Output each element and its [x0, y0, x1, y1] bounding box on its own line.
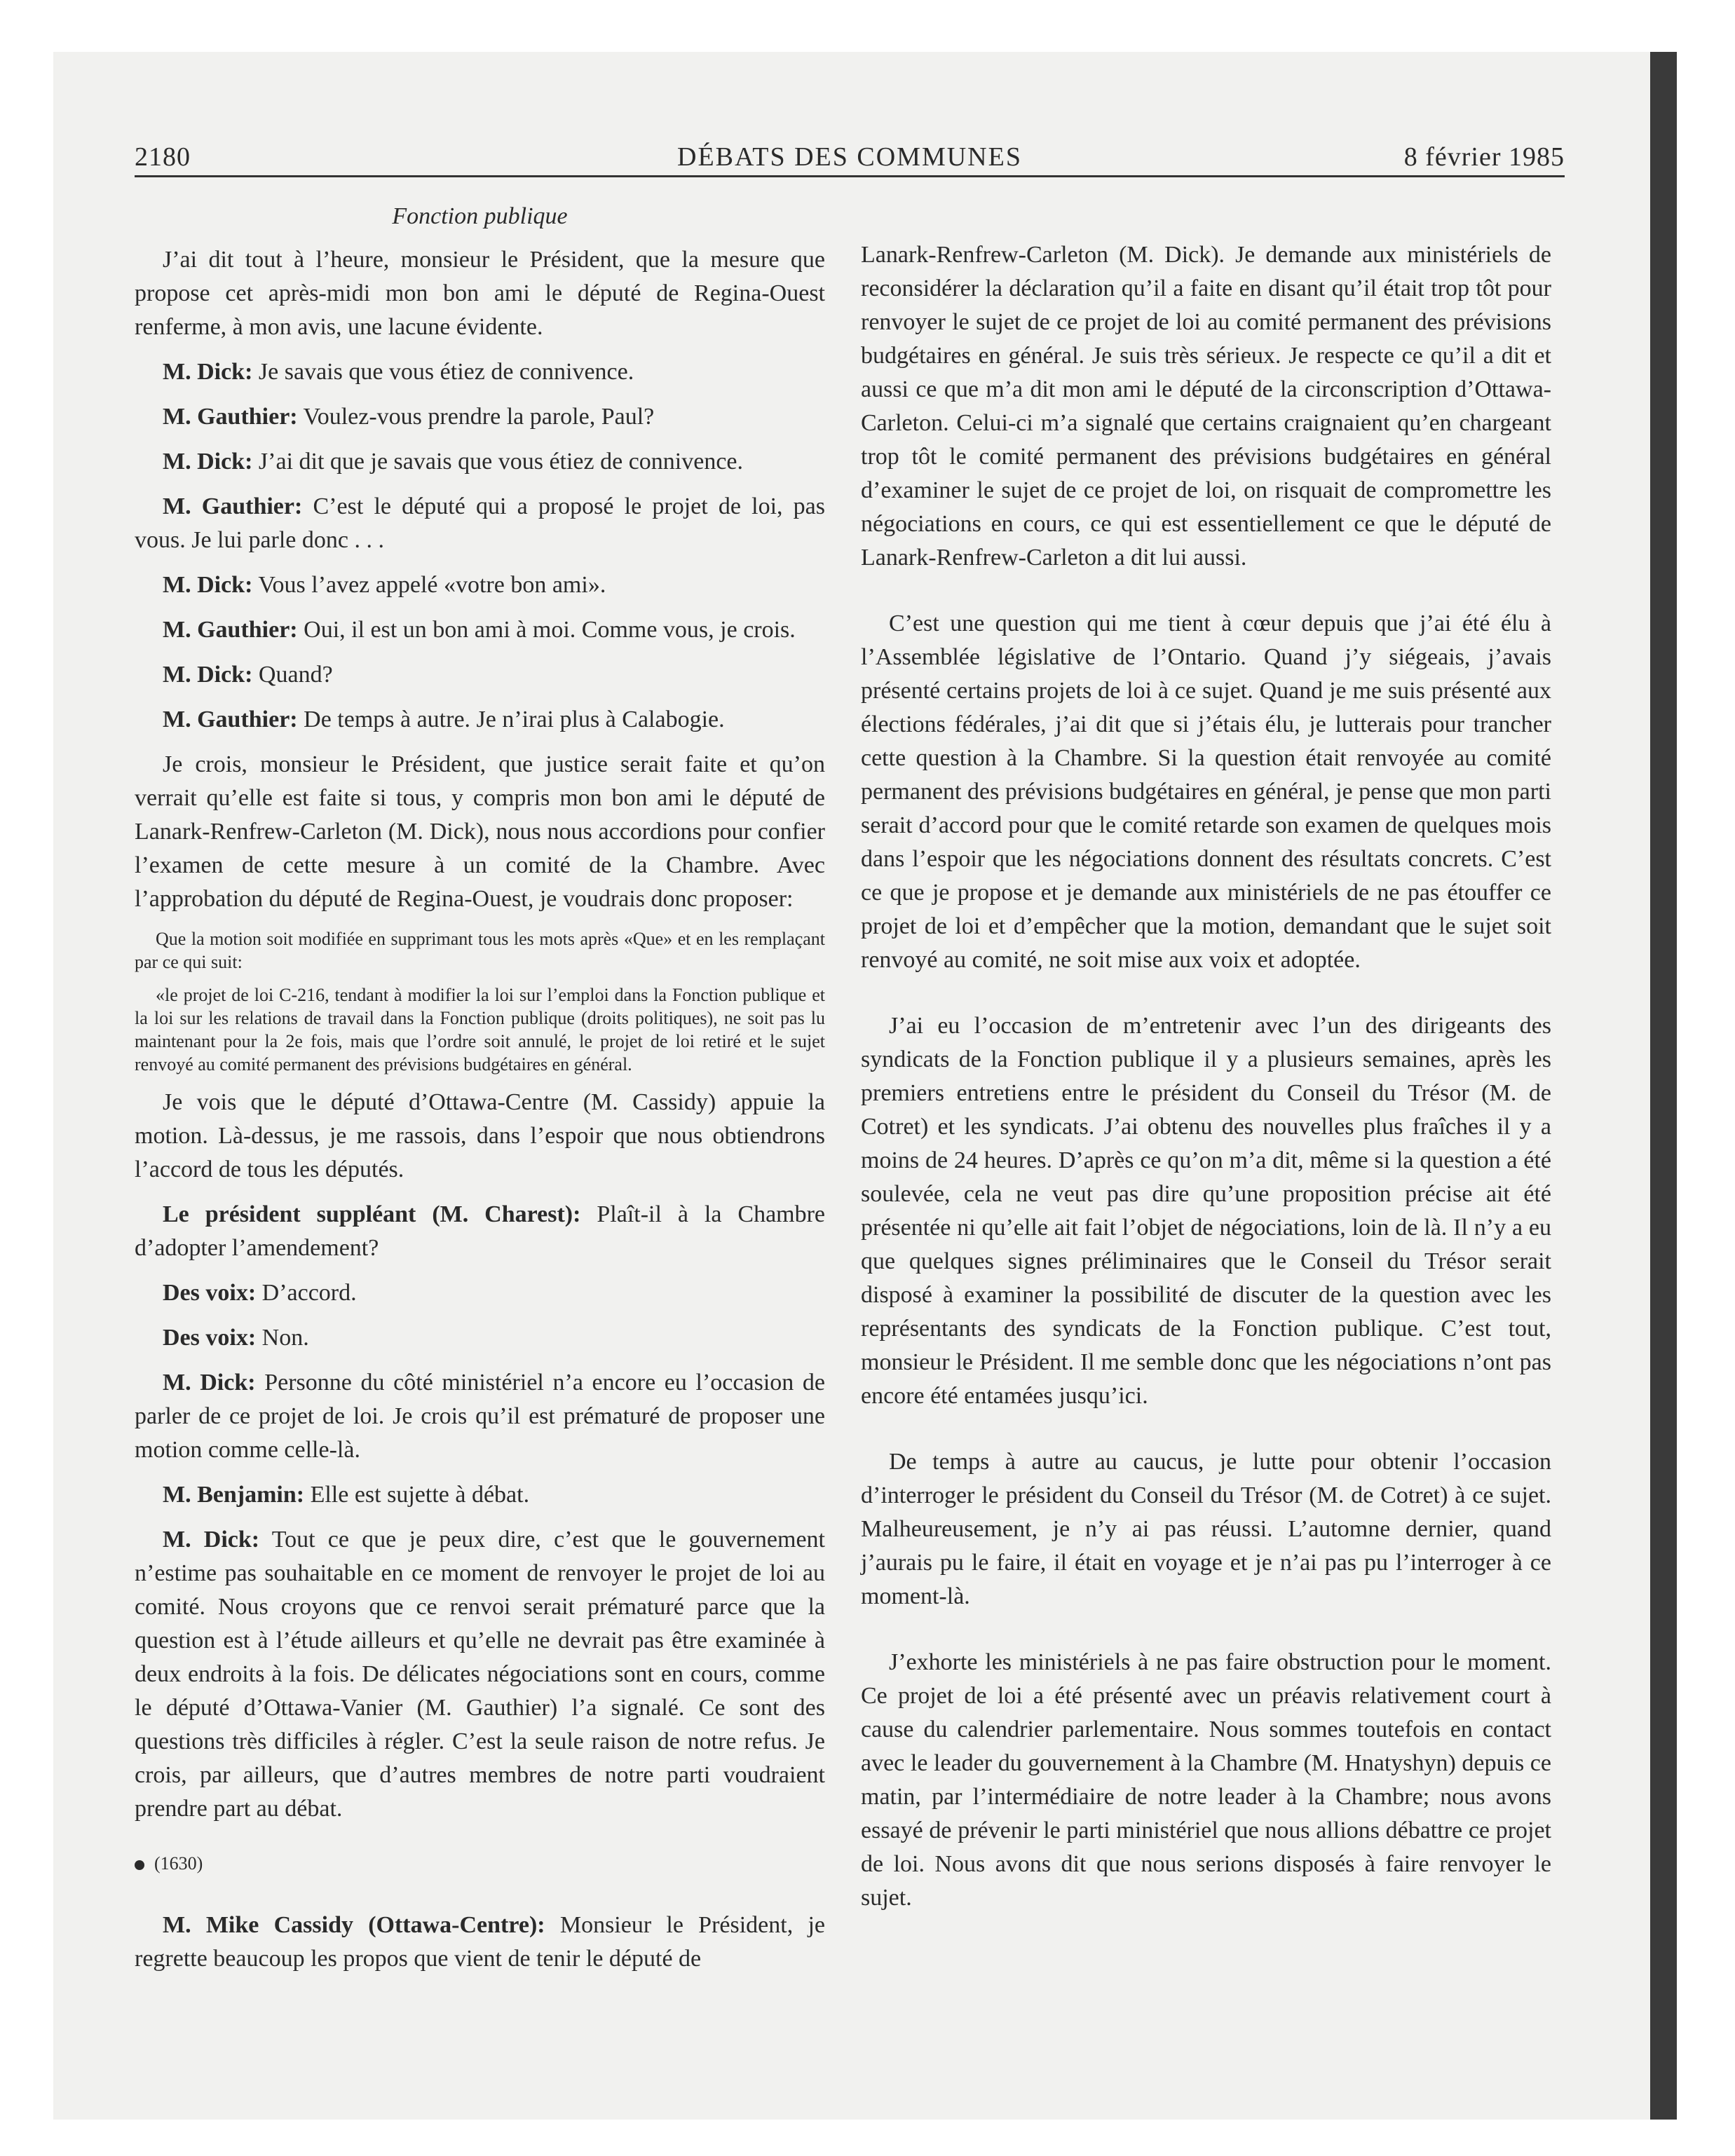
speech-text: Non.	[261, 1325, 309, 1351]
speaker-name: M. Mike Cassidy (Ottawa-Centre):	[163, 1912, 545, 1938]
speech-text: Oui, il est un bon ami à moi. Comme vous, je crois.	[304, 617, 796, 643]
speech-text: J’ai dit que je savais que vous étiez de connivence.	[258, 449, 744, 475]
speaker-name: M. Gauthier:	[163, 404, 298, 430]
paragraph: Lanark-Renfrew-Carleton (M. Dick). Je demande aux ministériels de reconsidérer la déclaration qu’il a faite en disant qu’il était trop tôt pour renvoyer le sujet de ce projet de loi au comité permanent des prévisions budgétaires en général. Je suis très sérieux. Je respecte ce qu’il a dit et aussi ce que m’a dit mon ami le député de la circonscription d’Ottawa-Carleton. Celui-ci m’a signalé que certains craignaient qu’en chargeant trop tôt le comité permanent des prévisions budgétaires en général d’examiner le sujet de ce projet de loi, on risquait de compromettre les négociations en cours, ce qui est essentiellement ce que le député de Lanark-Renfrew-Carleton a dit lui aussi.	[861, 242, 1551, 571]
speech-text: De temps à autre. Je n’irai plus à Calabogie.	[304, 707, 725, 732]
header-rule	[135, 175, 1565, 177]
time-marker	[135, 1847, 825, 1881]
paragraph: C’est une question qui me tient à cœur depuis que j’ai été élu à l’Assemblée législative de l’Ontario. Quand j’y siégeais, j’avais présenté certains projets de loi à ce sujet. Quand je me suis présenté aux élections fédérales, j’ai dit que si j’étais élu, je lutterais pour trancher cette question à la Chambre. Si la question était renvoyée au comité permanent des prévisions budgétaires en général, je pense que mon parti serait d’accord pour que le comité retarde son examen de quelques mois dans l’espoir que les négociations donnent des résultats concrets. C’est ce que je propose et je demande aux ministériels de ne pas étouffer ce projet de loi et d’empêcher que la motion, demandant que le sujet soit renvoyé au comité, ne soit mise aux voix et adoptée.	[861, 610, 1551, 973]
page-date: 8 février 1985	[1403, 142, 1565, 172]
speech-text: Je savais que vous étiez de connivence.	[258, 359, 634, 385]
speech-text: Monsieur le Président, je regrette beaucoup les propos que vient de tenir le député de	[135, 1912, 825, 1972]
speech-text: C’est le député qui a proposé le projet de loi, pas vous. Je lui parle donc . . .	[135, 493, 826, 553]
section-title: Fonction publique	[392, 203, 568, 229]
paragraph	[135, 1478, 825, 1512]
paragraph	[135, 355, 825, 389]
speech-text: Tout ce que je peux dire, c’est que le gouvernement n’estime pas souhaitable en ce moment de renvoyer le projet de loi au comité. Nous croyons que ce renvoi serait prématuré parce que la question est à l’étude ailleurs et qu’elle ne devrait pas être examinée à deux endroits à la fois. De délicates négociations sont en cours, comme le député d’Ottawa-Vanier (M. Gauthier) l’a signalé. Ce sont des questions très difficiles à régler. C’est la seule raison de notre refus. Je crois, par ailleurs, que d’autres membres de notre parti voudraient prendre part au débat.	[135, 1527, 825, 1822]
speaker-name: M. Dick:	[163, 1527, 260, 1553]
time-marker-text: (1630)	[154, 1853, 203, 1874]
speech-text: Quand?	[258, 662, 333, 688]
speaker-name: Des voix:	[163, 1325, 257, 1351]
paragraph	[135, 1198, 825, 1265]
speech-text: Plaît-il à la Chambre d’adopter l’amendement?	[135, 1201, 826, 1261]
speaker-name: Le président suppléant (M. Charest):	[163, 1201, 581, 1227]
paragraph	[135, 445, 825, 479]
paragraph	[135, 613, 825, 647]
speaker-name: M. Gauthier:	[163, 493, 303, 519]
paragraph	[135, 1523, 825, 1826]
paragraph: De temps à autre au caucus, je lutte pour obtenir l’occasion d’interroger le président du Conseil du Trésor (M. de Cotret) à ce sujet. Malheureusement, je n’y ai pas réussi. L’automne dernier, quand j’aurais pu le faire, il était en voyage et je n’ai pas pu l’interroger à ce moment-là.	[861, 1449, 1551, 1609]
paragraph	[135, 703, 825, 737]
speech-text: Je crois, monsieur le Président, que justice serait faite et qu’on verrait qu’elle est faite si tous, y compris mon bon ami le député de Lanark-Renfrew-Carleton (M. Dick), nous nous accordions pour confier l’examen de cette mesure à un comité de la Chambre. Avec l’approbation du député de Regina-Ouest, je voudrais donc proposer:	[135, 751, 825, 912]
speech-text: Personne du côté ministériel n’a encore eu l’occasion de parler de ce projet de loi. Je crois qu’il est prématuré de proposer une motion comme celle-là.	[135, 1370, 825, 1463]
speaker-name: M. Dick:	[163, 572, 253, 598]
speech-text: D’accord.	[261, 1280, 357, 1306]
left-paragraphs-1	[135, 243, 825, 916]
left-paragraphs-3	[135, 1909, 825, 1976]
paragraph	[135, 1909, 825, 1976]
speaker-name: M. Benjamin:	[163, 1482, 305, 1508]
speech-text: Elle est sujette à débat.	[310, 1482, 530, 1508]
publication-title: DÉBATS DES COMMUNES	[677, 142, 1022, 172]
speech-text: Vous l’avez appelé «votre bon ami».	[258, 572, 606, 598]
left-paragraphs-2	[135, 1086, 825, 1826]
speaker-name: Des voix:	[163, 1280, 257, 1306]
right-paragraphs	[861, 238, 1551, 1915]
speaker-name: M. Dick:	[163, 662, 253, 688]
paragraph	[135, 400, 825, 434]
paragraph	[135, 1086, 825, 1187]
scan-edge-bar	[1650, 52, 1677, 2120]
paragraph: J’ai eu l’occasion de m’entretenir avec l’un des dirigeants des syndicats de la Fonction publique il y a plusieurs semaines, après les premiers entretiens entre le président du Conseil du Trésor (M. de Cotret) et les syndicats. J’ai obtenu des nouvelles plus fraîches il y a moins de 24 heures. D’après ce qu’on m’a dit, même si la question a été soulevée, cela ne veut pas dire qu’une proposition précise ait été présentée ni qu’elle ait fait l’objet de négociations, loin de là. Il n’y a eu que quelques signes préliminaires que le Conseil du Trésor serait disposé à examiner la possibilité de discuter de la question avec les représentants des syndicats de la Fonction publique. C’est tout, monsieur le Président. Il me semble donc que les négociations n’ont pas encore été entamées jusqu’ici.	[861, 1013, 1551, 1409]
speech-text: Je vois que le député d’Ottawa-Centre (M. Cassidy) appuie la motion. Là-dessus, je me rassois, dans l’espoir que nous obtiendrons l’accord de tous les députés.	[135, 1089, 825, 1182]
speaker-name: M. Dick:	[163, 359, 253, 385]
paragraph	[135, 568, 825, 602]
speaker-name: M. Dick:	[163, 449, 253, 475]
paragraph	[135, 658, 825, 692]
paragraph	[135, 1321, 825, 1355]
paragraph	[135, 1276, 825, 1310]
paragraph: J’exhorte les ministériels à ne pas faire obstruction pour le moment. Ce projet de loi a été présenté avec un préavis relativement court à cause du calendrier parlementaire. Nous sommes toutefois en contact avec le leader du gouvernement à la Chambre (M. Hnatyshyn) depuis ce matin, par l’intermédiaire de notre leader à la Chambre; nous avons essayé de prévenir le parti ministériel que nous allions débattre ce projet de loi. Nous avons dit que nous serions disposés à faire renvoyer le sujet.	[861, 1649, 1551, 1911]
speaker-name: M. Gauthier:	[163, 707, 298, 732]
paragraph	[135, 243, 825, 344]
paragraph	[135, 1366, 825, 1467]
right-column	[861, 238, 1551, 1947]
page-number: 2180	[135, 142, 191, 172]
speech-text: J’ai dit tout à l’heure, monsieur le Président, que la mesure que propose cet après-midi mon bon ami le député de Regina-Ouest renferme, à mon avis, une lacune évidente.	[135, 247, 825, 340]
speech-text: Voulez-vous prendre la parole, Paul?	[303, 404, 655, 430]
bullet-dot-icon	[135, 1860, 144, 1870]
motion-quote: Que la motion soit modifiée en supprimant tous les mots après «Que» et en les remplaçant par ce qui suit:	[135, 929, 825, 972]
speaker-name: M. Dick:	[163, 1370, 256, 1396]
left-column	[135, 200, 825, 1987]
paragraph	[135, 748, 825, 916]
motion-text: «le projet de loi C-216, tendant à modifier la loi sur l’emploi dans la Fonction publique et la loi sur les relations de travail dans la Fonction publique (droits politiques), ne soit pas lu maintenant pour la 2e fois, mais que l’ordre soit annulé, le projet de loi retiré et le sujet renvoyé au comité permanent des prévisions budgétaires en général.	[135, 985, 825, 1074]
page-header	[135, 142, 1565, 178]
speaker-name: M. Gauthier:	[163, 617, 298, 643]
paragraph	[135, 490, 825, 557]
